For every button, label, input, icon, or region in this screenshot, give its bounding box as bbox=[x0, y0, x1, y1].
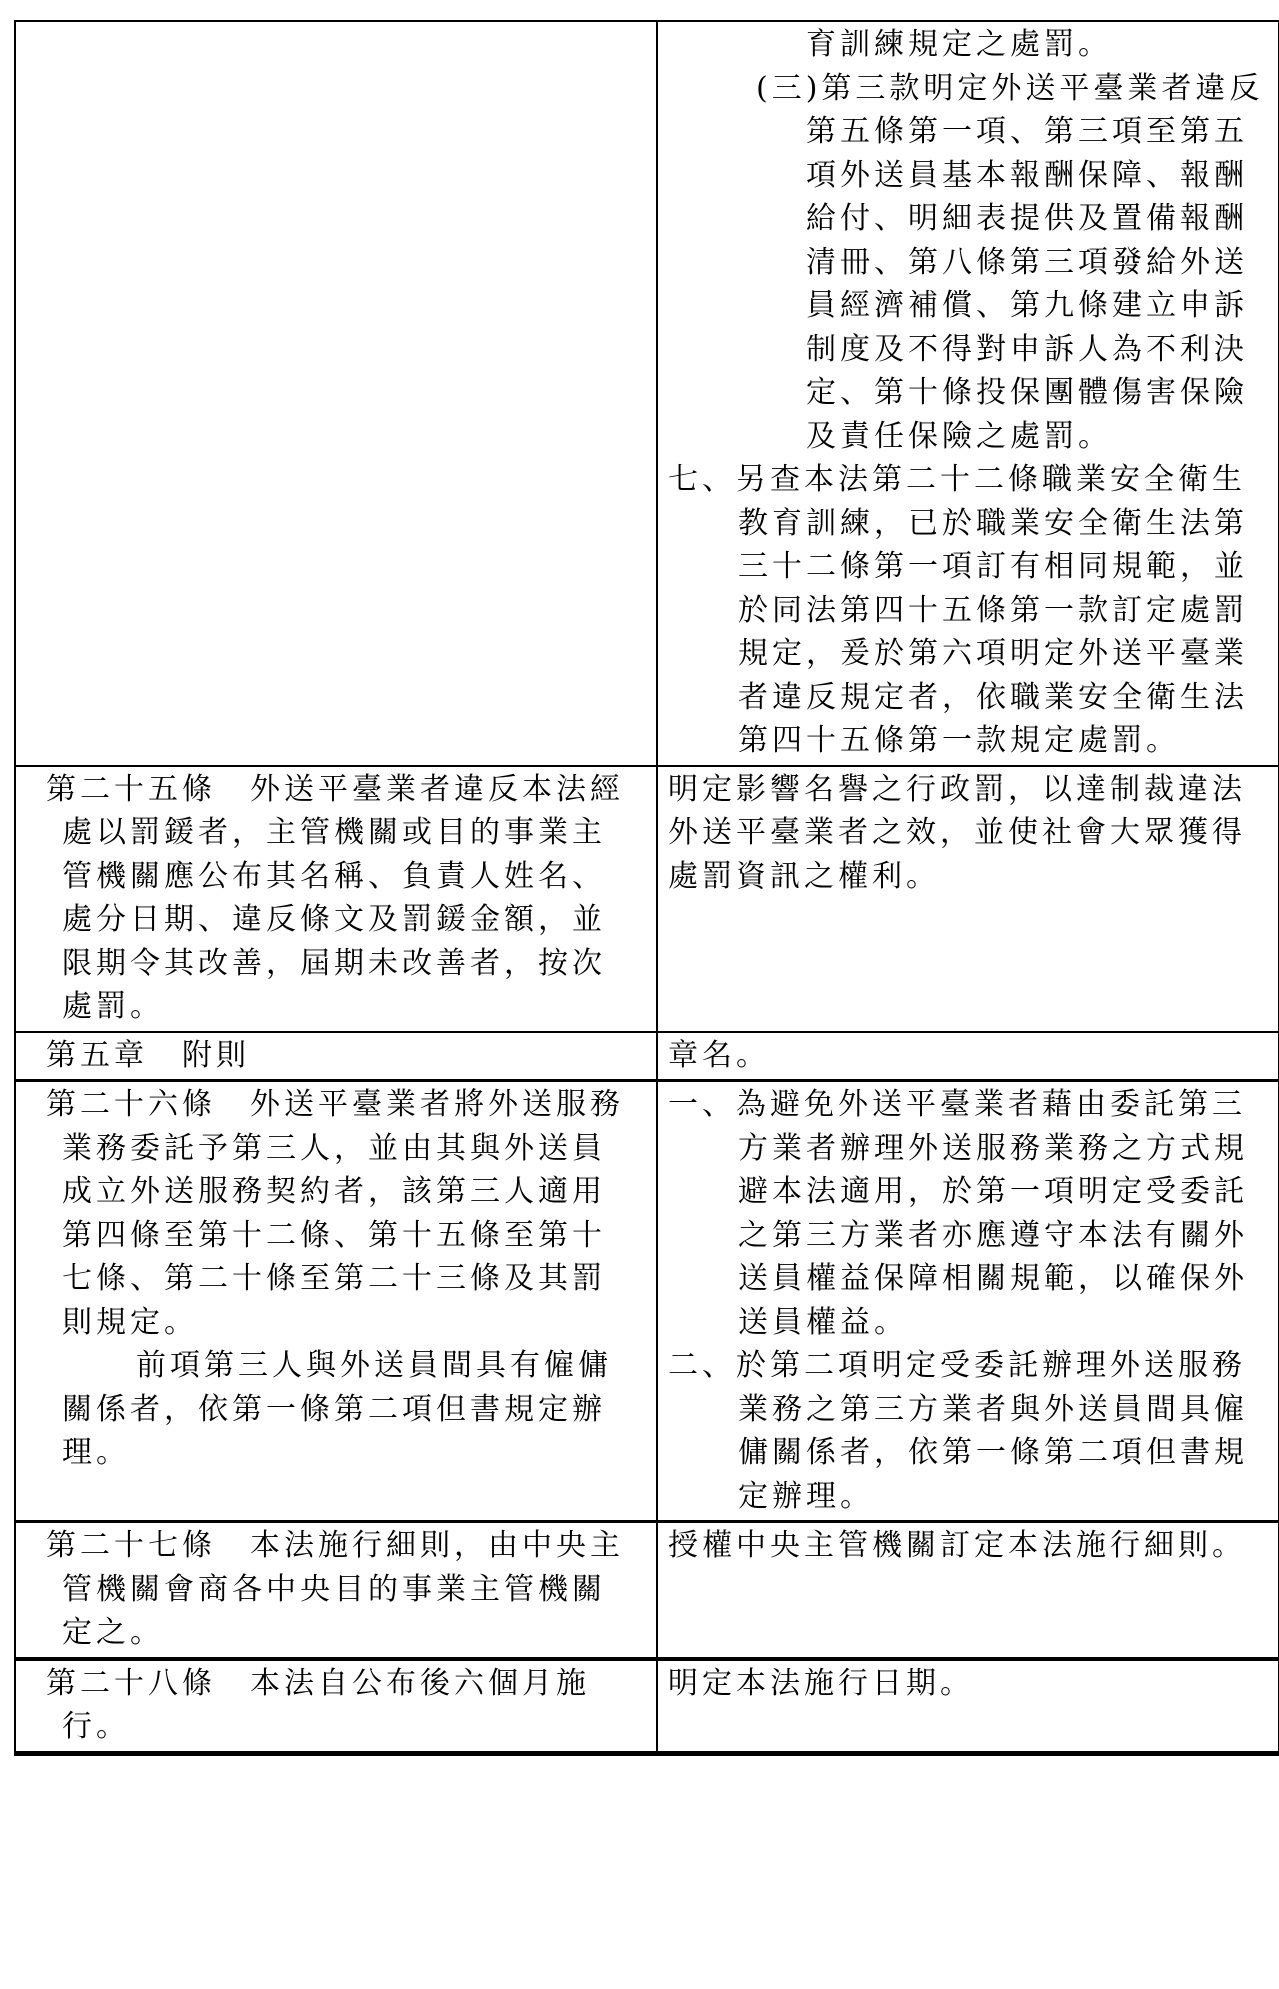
table-row bbox=[15, 1522, 1279, 1659]
text-line: 外送平臺業者之效，並使社會大眾獲得 bbox=[668, 815, 1246, 850]
text-line: 定之。 bbox=[62, 1615, 164, 1650]
text-line: 二、於第二項明定受委託辦理外送服務 bbox=[668, 1348, 1246, 1383]
text-line: 避本法適用，於第一項明定受委託 bbox=[738, 1174, 1248, 1209]
text-line: 於同法第四十五條第一款訂定處罰 bbox=[738, 592, 1248, 628]
explanation-cell bbox=[657, 1659, 1279, 1754]
table-row bbox=[15, 1081, 1279, 1522]
text-line: 三十二條第一項訂有相同規範，並 bbox=[738, 549, 1248, 584]
text-line: 授權中央主管機關訂定本法施行細則。 bbox=[668, 1528, 1246, 1563]
article-cell bbox=[15, 1032, 657, 1081]
text-line: 第五章 附則 bbox=[46, 1037, 250, 1073]
text-line: 限期令其改善，屆期未改善者，按次 bbox=[62, 945, 606, 981]
text-line: 業務之第三方業者與外送員間具僱 bbox=[738, 1391, 1248, 1427]
text-line: 第二十六條 外送平臺業者將外送服務 bbox=[46, 1087, 624, 1122]
explanation-cell bbox=[657, 766, 1279, 1032]
article-cell bbox=[15, 766, 657, 1032]
text-line: 明定本法施行日期。 bbox=[668, 1665, 974, 1701]
text-line: 送員權益。 bbox=[738, 1304, 908, 1340]
explanation-cell bbox=[657, 1081, 1279, 1522]
text-line: 第四條至第十二條、第十五條至第十 bbox=[62, 1217, 606, 1253]
text-line: 理。 bbox=[62, 1435, 130, 1470]
text-line: 成立外送服務契約者，該第三人適用 bbox=[62, 1174, 606, 1209]
text-line: 給付、明細表提供及置備報酬 bbox=[806, 201, 1248, 236]
text-line: 者違反規定者，依職業安全衛生法 bbox=[738, 679, 1248, 715]
text-line: 管機關會商各中央目的事業主管機關 bbox=[62, 1571, 606, 1607]
table-row bbox=[15, 766, 1279, 1032]
text-line: 及責任保險之處罰。 bbox=[806, 418, 1112, 454]
text-line: 育訓練規定之處罰。 bbox=[806, 27, 1112, 62]
text-line: 方業者辦理外送服務業務之方式規 bbox=[738, 1130, 1248, 1166]
text-line: 一、為避免外送平臺業者藉由委託第三 bbox=[668, 1087, 1246, 1122]
law-article-table bbox=[14, 20, 1279, 1756]
table-row bbox=[15, 21, 1279, 766]
text-line: 處罰。 bbox=[62, 989, 164, 1024]
explanation-cell bbox=[657, 21, 1279, 766]
text-line: 員經濟補償、第九條建立申訴 bbox=[806, 288, 1248, 323]
article-cell bbox=[15, 1081, 657, 1522]
text-line: 第二十七條 本法施行細則，由中央主 bbox=[46, 1528, 624, 1563]
text-line: 章名。 bbox=[668, 1037, 770, 1073]
text-line: 定辦理。 bbox=[738, 1478, 874, 1514]
text-line: 制度及不得對申訴人為不利決 bbox=[806, 331, 1248, 367]
text-line: 規定，爰於第六項明定外送平臺業 bbox=[738, 636, 1248, 671]
text-line: 則規定。 bbox=[62, 1304, 198, 1340]
explanation-cell bbox=[657, 1032, 1279, 1081]
article-cell bbox=[15, 1659, 657, 1754]
text-line: 行。 bbox=[62, 1709, 130, 1744]
table-row bbox=[15, 1032, 1279, 1081]
text-line: 七、另查本法第二十二條職業安全衛生 bbox=[668, 462, 1246, 497]
text-line: 傭關係者，依第一條第二項但書規 bbox=[738, 1435, 1248, 1470]
text-line: 處罰資訊之權利。 bbox=[668, 858, 940, 894]
text-line: 處分日期、違反條文及罰鍰金額，並 bbox=[62, 902, 606, 937]
text-line: 清冊、第八條第三項發給外送 bbox=[806, 244, 1248, 280]
text-line: 前項第三人與外送員間具有僱傭 bbox=[136, 1348, 612, 1383]
text-line: 第二十八條 本法自公布後六個月施 bbox=[46, 1665, 590, 1701]
article-cell bbox=[15, 21, 657, 766]
explanation-cell bbox=[657, 1522, 1279, 1659]
law-table-body bbox=[15, 21, 1279, 1753]
text-line: 送員權益保障相關規範，以確保外 bbox=[738, 1261, 1248, 1296]
text-line: 管機關應公布其名稱、負責人姓名、 bbox=[62, 858, 606, 894]
table-row bbox=[15, 1659, 1279, 1754]
article-cell bbox=[15, 1522, 657, 1659]
text-line: 明定影響名譽之行政罰，以達制裁違法 bbox=[668, 771, 1246, 807]
text-line: 業務委託予第三人，並由其與外送員 bbox=[62, 1130, 606, 1166]
text-line: 第四十五條第一款規定處罰。 bbox=[738, 723, 1180, 758]
text-line: 教育訓練，已於職業安全衛生法第 bbox=[738, 505, 1248, 541]
text-line: 定、第十條投保團體傷害保險 bbox=[806, 375, 1248, 410]
text-line: 關係者，依第一條第二項但書規定辦 bbox=[62, 1391, 606, 1427]
text-line: (三)第三款明定外送平臺業者違反 bbox=[756, 70, 1264, 106]
text-line: 第五條第一項、第三項至第五 bbox=[806, 114, 1248, 149]
text-line: 第二十五條 外送平臺業者違反本法經 bbox=[46, 771, 624, 807]
text-line: 之第三方業者亦應遵守本法有關外 bbox=[738, 1217, 1248, 1253]
text-line: 處以罰鍰者，主管機關或目的事業主 bbox=[62, 815, 606, 850]
text-line: 七條、第二十條至第二十三條及其罰 bbox=[62, 1261, 606, 1296]
text-line: 項外送員基本報酬保障、報酬 bbox=[806, 157, 1248, 193]
